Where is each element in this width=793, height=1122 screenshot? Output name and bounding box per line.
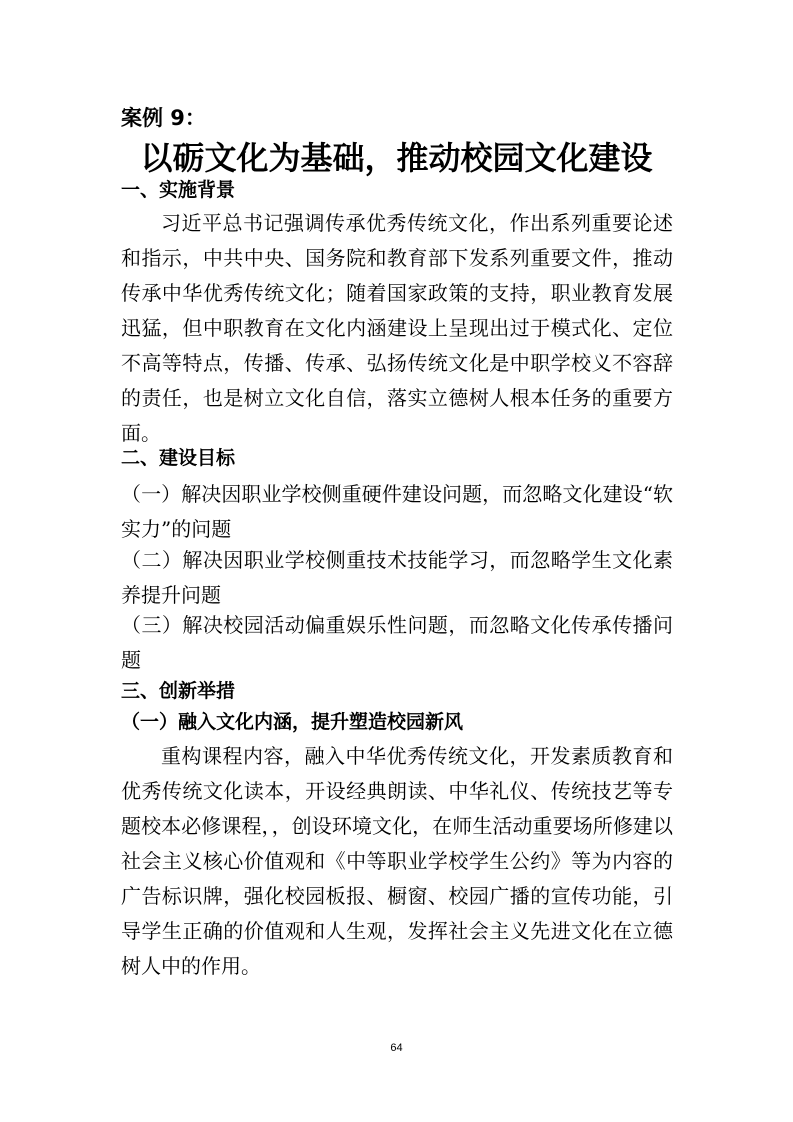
goal-item-3: （三）解决校园活动偏重娱乐性问题，而忽略文化传承传播问题 [121,613,673,672]
section-heading-goals: 二、建设目标 [121,447,236,469]
section-heading-measures: 三、创新举措 [121,680,236,702]
document-title: 以砺文化为基础，推动校园文化建设 [140,139,653,177]
measure-subheading-1: （一）融入文化内涵，提升塑造校园新风 [121,711,464,733]
goal-item-1: （一）解决因职业学校侧重硬件建设问题，而忽略文化建设“软实力”的问题 [121,482,673,541]
section-heading-background: 一、实施背景 [121,179,236,201]
measures-paragraph: 重构课程内容，融入中华优秀传统文化，开发素质教育和优秀传统文化读本，开设经典朗读、中华礼仪、传统技艺等专题校本必修课程，，创设环境文化，在师生活动重要场所修建以社会主义核心价值观和《中等职业学校学生公约》等为内容的广告标识牌，强化校园板报、橱窗、校园广播的宣传功能，引导学生正确的价值观和人生观，发挥社会主义先进文化在立德树人中的作用。 [121,744,673,978]
page-number: 64 [390,1042,403,1054]
background-paragraph: 习近平总书记强调传承优秀传统文化，作出系列重要论述和指示，中共中央、国务院和教育部下发系列重要文件，推动传承中华优秀传统文化；随着国家政策的支持，职业教育发展迅猛，但中职教育在文化内涵建设上呈现出过于模式化、定位不高等特点，传播、传承、弘扬传统文化是中职学校义不容辞的责任，也是树立文化自信，落实立德树人根本任务的重要方面。 [121,211,673,445]
goal-item-2: （二）解决因职业学校侧重技术技能学习，而忽略学生文化素养提升问题 [121,548,673,607]
case-label: 案例 9： [121,106,206,130]
